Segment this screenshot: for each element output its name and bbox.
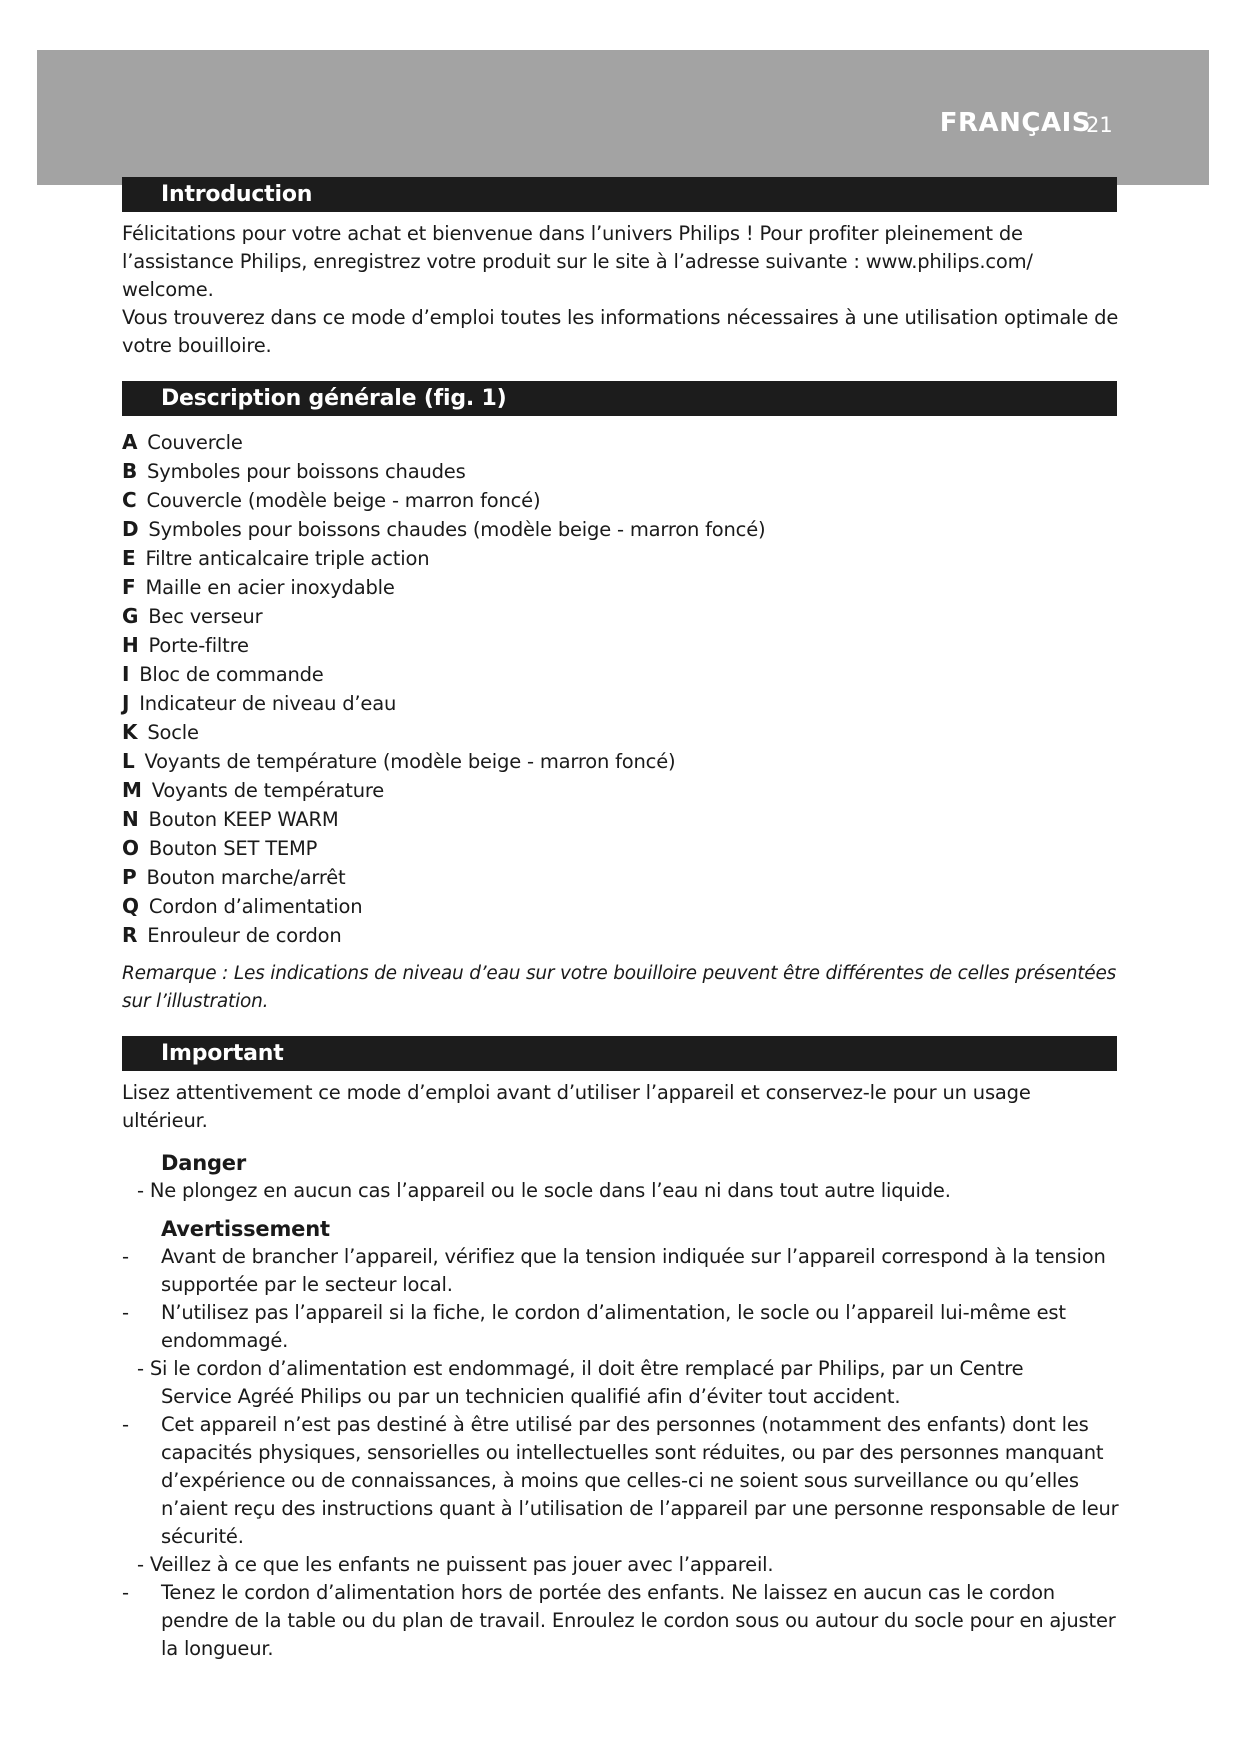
legend-item <box>122 834 1122 863</box>
legend-item <box>122 573 1122 602</box>
legend-text: Bouton KEEP WARM <box>148 808 339 831</box>
legend-letter: Q <box>122 894 139 918</box>
legend-letter: G <box>122 604 139 628</box>
page-content <box>122 177 1122 1663</box>
legend-text: Symboles pour boissons chaudes (modèle beige - marron foncé) <box>148 518 766 541</box>
legend-letter: I <box>122 662 130 686</box>
bullet-dash: - <box>122 1245 129 1268</box>
legend-text: Maille en acier inoxydable <box>145 576 395 599</box>
description-note: Remarque : Les indications de niveau d’eau sur votre bouilloire peuvent être différentes de celles présentées sur l’illustration. <box>122 963 1117 1012</box>
legend-item <box>122 921 1122 950</box>
warning-item: - Veillez à ce que les enfants ne puissent pas jouer avec l’appareil. <box>137 1553 774 1576</box>
legend-letter: M <box>122 778 142 802</box>
bullet-dash: - <box>122 1413 129 1436</box>
legend-text: Filtre anticalcaire triple action <box>145 547 430 570</box>
warning-item <box>122 1579 1122 1663</box>
language-label: FRANÇAIS <box>939 108 1091 138</box>
legend-item <box>122 892 1122 921</box>
legend-text: Symboles pour boissons chaudes <box>147 460 466 483</box>
legend-text: Indicateur de niveau d’eau <box>139 692 397 715</box>
intro-paragraph-2: Vous trouverez dans ce mode d’emploi toutes les informations nécessaires à une utilisation optimale de votre bouilloire. <box>122 306 1119 357</box>
important-intro: Lisez attentivement ce mode d’emploi avant d’utiliser l’appareil et conservez-le pour un usage ultérieur. <box>122 1081 1031 1132</box>
section-title-introduction: Introduction <box>122 177 1117 212</box>
legend-letter: N <box>122 807 139 831</box>
legend-item <box>122 747 1122 776</box>
legend-text: Bloc de commande <box>139 663 324 686</box>
legend-item <box>122 660 1122 689</box>
legend-letter: K <box>122 720 138 744</box>
legend-item <box>122 544 1122 573</box>
legend-item <box>122 428 1122 457</box>
legend-item <box>122 689 1122 718</box>
legend-item <box>122 631 1122 660</box>
legend-item <box>122 602 1122 631</box>
legend-text: Porte-filtre <box>148 634 249 657</box>
legend-item <box>122 863 1122 892</box>
legend-text: Bec verseur <box>148 605 263 628</box>
legend-letter: C <box>122 488 137 512</box>
danger-item: - Ne plongez en aucun cas l’appareil ou le socle dans l’eau ni dans tout autre liquide. <box>137 1179 951 1202</box>
legend-text: Bouton marche/arrêt <box>146 866 346 889</box>
legend-item <box>122 457 1122 486</box>
legend-letter: R <box>122 923 138 947</box>
legend-item <box>122 776 1122 805</box>
legend-letter: B <box>122 459 138 483</box>
page-number: 21 <box>1086 113 1113 137</box>
warning-item <box>122 1411 1122 1551</box>
section-title-important: Important <box>122 1036 1117 1071</box>
warning-item <box>122 1299 1122 1355</box>
legend-letter: P <box>122 865 137 889</box>
legend-text: Bouton SET TEMP <box>148 837 318 860</box>
legend-letter: H <box>122 633 139 657</box>
warning-item <box>122 1243 1122 1299</box>
legend-letter: O <box>122 836 139 860</box>
warning-text: Cet appareil n’est pas destiné à être utilisé par des personnes (notamment des enfants) dont les capacités physiques, sensorielles ou intellectuelles sont réduites, ou par des personnes manquant d’expérience ou de connaissances, à moins que celles-ci ne soient sous surveillance ou qu’elles n’aient reçu des instructions quant à l’utilisation de l’appareil par une personne responsable de leur sécurité. <box>161 1413 1119 1548</box>
legend-letter: E <box>122 546 136 570</box>
warning-heading: Avertissement <box>161 1217 330 1241</box>
legend-item <box>122 718 1122 747</box>
legend-letter: F <box>122 575 136 599</box>
legend-text: Voyants de température <box>151 779 385 802</box>
legend-text: Socle <box>147 721 199 744</box>
parts-legend <box>122 428 1122 950</box>
warning-text-continued: Service Agréé Philips ou par un technicien qualifié afin d’éviter tout accident. <box>161 1385 901 1408</box>
warning-item <box>122 1355 1122 1411</box>
bullet-dash: - <box>122 1581 129 1604</box>
legend-text: Cordon d’alimentation <box>148 895 363 918</box>
warning-text: N’utilisez pas l’appareil si la fiche, le cordon d’alimentation, le socle ou l’appareil lui-même est endommagé. <box>161 1301 1066 1352</box>
warning-text: Tenez le cordon d’alimentation hors de portée des enfants. Ne laissez en aucun cas le cordon pendre de la table ou du plan de travail. Enroulez le cordon sous ou autour du socle pour en ajuster la longueur. <box>161 1581 1116 1660</box>
legend-letter: J <box>122 691 130 715</box>
legend-text: Couvercle <box>147 431 243 454</box>
legend-letter: A <box>122 430 138 454</box>
warning-text: - Si le cordon d’alimentation est endommagé, il doit être remplacé par Philips, par un Centre <box>137 1357 1024 1380</box>
legend-letter: D <box>122 517 139 541</box>
intro-paragraph-1: Félicitations pour votre achat et bienvenue dans l’univers Philips ! Pour profiter pleinement de l’assistance Philips, enregistrez votre produit sur le site à l’adresse suivante : www.philips.com/ welcome. <box>122 222 1033 301</box>
danger-heading: Danger <box>161 1151 246 1175</box>
warning-text: Avant de brancher l’appareil, vérifiez que la tension indiquée sur l’appareil correspond à la tension supportée par le secteur local. <box>161 1245 1106 1296</box>
legend-letter: L <box>122 749 135 773</box>
bullet-dash: - <box>122 1301 129 1324</box>
legend-item <box>122 805 1122 834</box>
legend-text: Enrouleur de cordon <box>147 924 342 947</box>
legend-item <box>122 515 1122 544</box>
section-title-description: Description générale (fig. 1) <box>122 381 1117 416</box>
legend-item <box>122 486 1122 515</box>
legend-text: Voyants de température (modèle beige - marron foncé) <box>144 750 676 773</box>
legend-text: Couvercle (modèle beige - marron foncé) <box>146 489 541 512</box>
